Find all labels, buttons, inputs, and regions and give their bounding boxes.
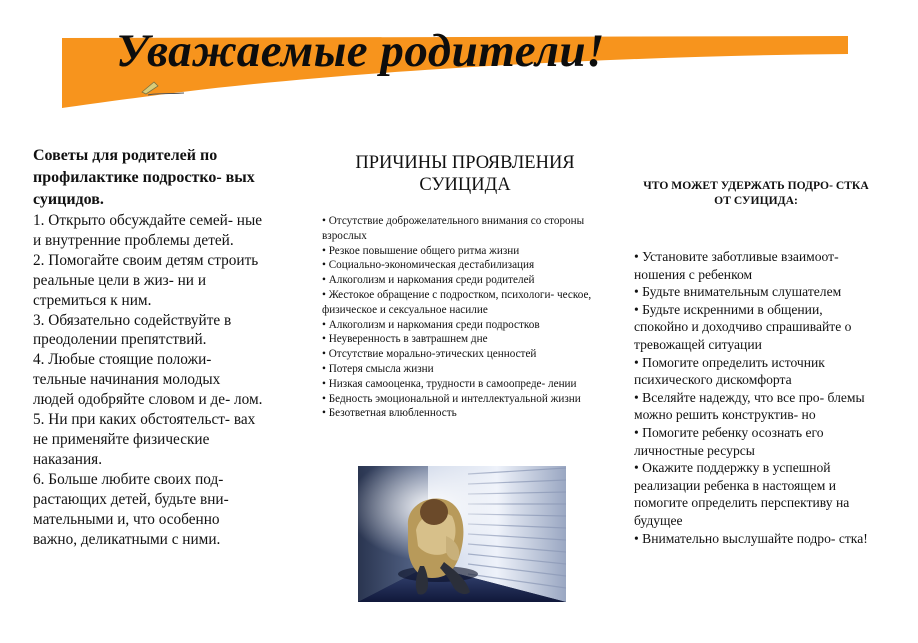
list-item: • Низкая самооценка, трудности в самоопреде- лении [322, 377, 577, 390]
advice-heading: Советы для родителей по профилактике подростко- вых суицидов. [33, 147, 255, 208]
list-item: • Вселяйте надежду, что все про- блемы можно решить конструктив- но [634, 389, 865, 423]
list-item: • Помогите определить источник психического дискомфорта [634, 354, 825, 388]
list-item: • Неуверенность в завтрашнем дне [322, 333, 488, 346]
causes-column [322, 152, 608, 421]
causes-list [322, 214, 608, 421]
pen-icon [138, 78, 188, 98]
teen-in-corner-illustration [358, 466, 566, 602]
list-item: • Безответная влюбленность [322, 407, 457, 420]
list-item: 6. Больше любите своих под- растающих детей, будьте вни- мательными и, что особенно важно, деликатными с ними. [33, 470, 229, 548]
list-item: • Резкое повышение общего ритма жизни [322, 244, 520, 257]
list-item: • Алкоголизм и наркомания среди подростков [322, 318, 540, 331]
list-item: 1. Открыто обсуждайте семей- ные и внутренние проблемы детей. [33, 212, 263, 249]
advice-column [33, 145, 265, 549]
list-item: • Социально-экономическая дестабилизация [322, 259, 535, 272]
list-item: • Жестокое обращение с подростком, психологи- ческое, физическое и сексуальное насилие [322, 288, 592, 316]
list-item: • Отсутствие морально-этических ценностей [322, 348, 537, 361]
list-item: 3. Обязательно содействуйте в преодолении препятствий. [33, 311, 232, 349]
list-item: • Установите заботливые взаимоот- ношения с ребенком [634, 249, 839, 282]
page-title: Уважаемые родители! [116, 25, 605, 77]
list-item: • Внимательно выслушайте подро- стка! [634, 530, 868, 546]
teen-photo [358, 466, 566, 602]
list-item: • Будьте внимательным слушателем [634, 284, 842, 300]
causes-heading: ПРИЧИНЫ ПРОЯВЛЕНИЯ СУИЦИДА [355, 153, 575, 195]
list-item: • Бедность эмоциональной и интеллектуальной жизни [322, 392, 581, 405]
list-item: 4. Любые стоящие положи- тельные начинания молодых людей одобряйте словом и де- лом. [33, 351, 263, 409]
advice-list [33, 211, 265, 549]
list-item: • Окажите поддержку в успешной реализации ребенка в настоящем и помогите определить перспективу на будущее [634, 460, 850, 528]
list-item: • Алкоголизм и наркомания среди родителей [322, 274, 535, 287]
list-item: • Потеря смысла жизни [322, 362, 434, 375]
support-list [634, 248, 878, 547]
list-item: • Будьте искренними в общении, спокойно и доходчиво спрашивайте о тревожащей ситуации [634, 301, 852, 352]
support-heading: ЧТО МОЖЕТ УДЕРЖАТЬ ПОДРО- СТКА ОТ СУИЦИДА: [643, 179, 869, 207]
list-item: 2. Помогайте своим детям строить реальные цели в жиз- ни и стремиться к ним. [33, 251, 259, 309]
list-item: • Отсутствие доброжелательного внимания со стороны взрослых [322, 215, 585, 242]
list-item: 5. Ни при каких обстоятельст- вах не применяйте физические наказания. [33, 411, 256, 468]
support-column [634, 178, 878, 547]
list-item: • Помогите ребенку осознать его личностные ресурсы [634, 424, 824, 458]
